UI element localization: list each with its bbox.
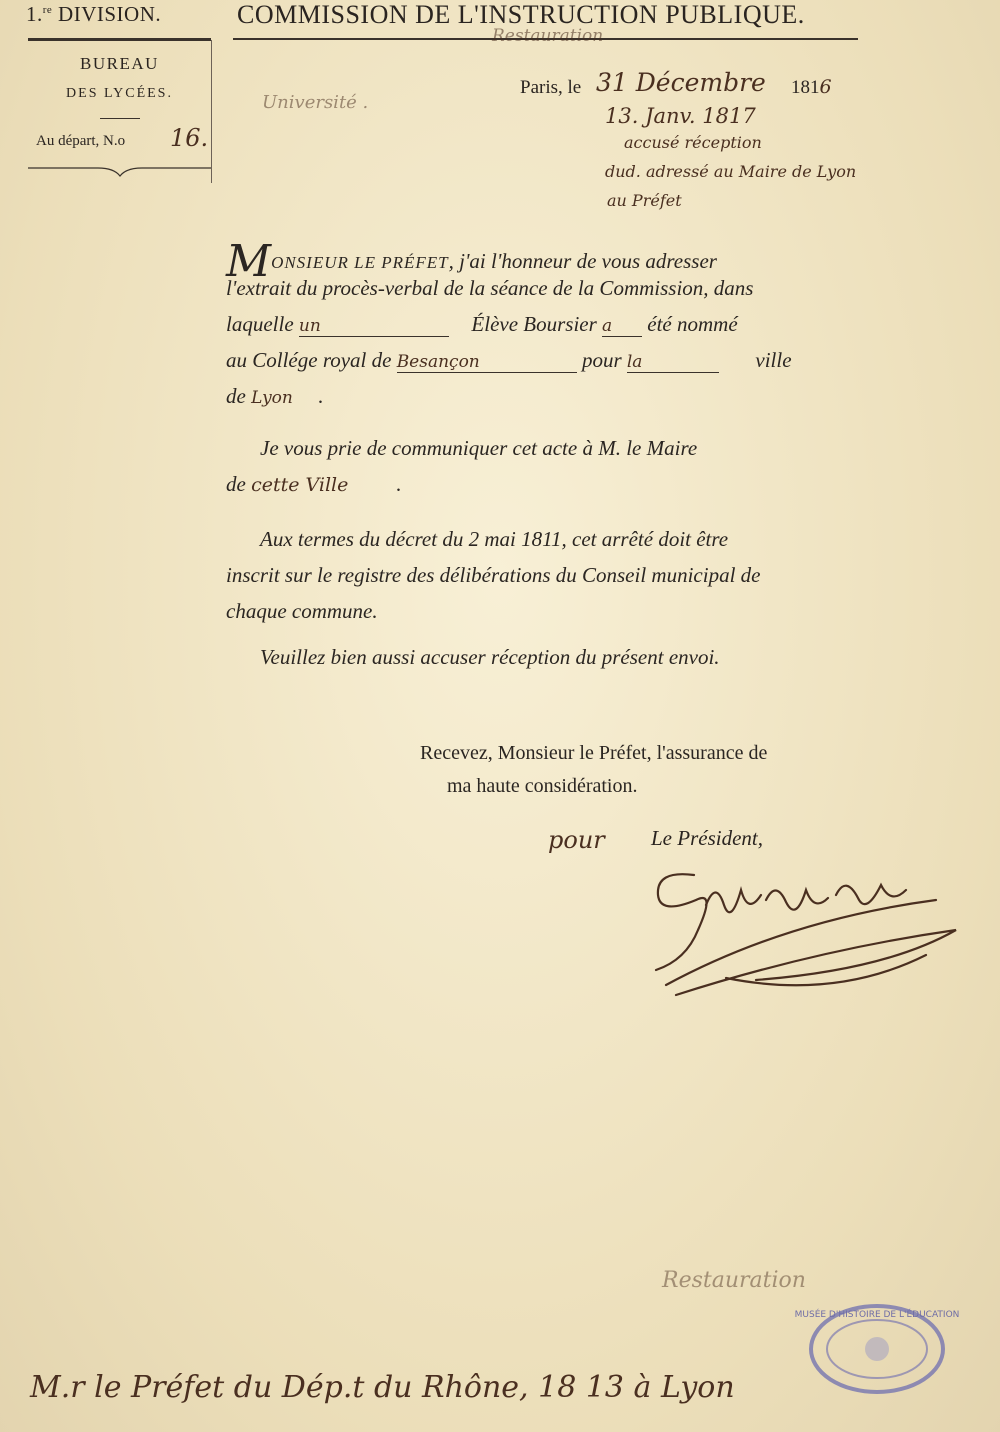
closing-line: Recevez, Monsieur le Préfet, l'assurance de — [420, 742, 768, 764]
filled-blank: un — [299, 316, 449, 337]
bureau-box — [28, 40, 212, 183]
body-paragraph-1: MONSIEUR LE PRÉFET, j'ai l'honneur de vous adresser — [226, 236, 717, 287]
date-handwritten: 31 Décembre — [596, 68, 766, 97]
document-title: COMMISSION DE L'INSTRUCTION PUBLIQUE. — [237, 0, 805, 29]
body-line: de cette Ville . — [226, 472, 402, 496]
restauration-annotation-top: Restauration — [492, 26, 604, 46]
svg-text:MUSÉE D'HISTOIRE DE L'ÉDUCATIO: MUSÉE D'HISTOIRE DE L'ÉDUCATION — [794, 1310, 960, 1320]
body-paragraph-3: Aux termes du décret du 2 mai 1811, cet arrêté doit être — [260, 527, 729, 551]
body-paragraph-4: Veuillez bien aussi accuser réception du présent envoi. — [260, 645, 720, 669]
signature-pour: pour — [548, 826, 605, 854]
filled-blank: cette Ville — [251, 474, 349, 496]
museum-stamp — [794, 1301, 960, 1397]
president-signature — [636, 860, 966, 1005]
body-line: l'extrait du procès-verbal de la séance de la Commission, dans — [226, 276, 754, 300]
filled-blank: a — [602, 316, 642, 337]
dateline-paris: Paris, le — [520, 77, 582, 98]
filled-blank: Lyon — [251, 388, 293, 408]
bureau-label: BUREAU — [80, 54, 159, 73]
reception-note-line: accusé réception — [624, 133, 762, 152]
closing-line: ma haute considération. — [447, 775, 638, 797]
body-line: laquelle un Élève Boursier a été nommé — [226, 312, 738, 336]
body-line: au Collége royal de Besançon pour la ville — [226, 348, 792, 372]
body-line: inscrit sur le registre des délibérations du Conseil municipal de — [226, 563, 761, 587]
body-line: chaque commune. — [226, 599, 378, 623]
president-label: Le Président, — [651, 826, 763, 850]
division-label: 1.$^{re}$ DIVISION. — [26, 2, 162, 26]
reception-note-date: 13. Janv. 1817 — [605, 104, 756, 128]
universite-annotation: Université . — [262, 92, 369, 113]
body-paragraph-2: Je vous prie de communiquer cet acte à M. le Maire — [260, 436, 698, 460]
depart-label: Au départ, N.o — [36, 133, 126, 149]
restauration-annotation-bottom: Restauration — [662, 1268, 806, 1293]
lycees-label: DES LYCÉES. — [66, 86, 173, 101]
bureau-divider — [100, 118, 140, 119]
reception-note-line: dud. adressé au Maire de Lyon — [605, 162, 857, 181]
depart-number: 16. — [170, 124, 209, 152]
date-year: 1816 — [791, 76, 832, 98]
body-line: de Lyon . — [226, 384, 324, 408]
filled-blank: Besançon — [397, 352, 577, 373]
recipient-address: M.r le Préfet du Dép.t du Rhône, 18 13 à Lyon — [30, 1370, 735, 1405]
bureau-flourish — [28, 166, 211, 180]
reception-note-line: au Préfet — [607, 191, 682, 210]
filled-blank: la — [627, 352, 719, 373]
